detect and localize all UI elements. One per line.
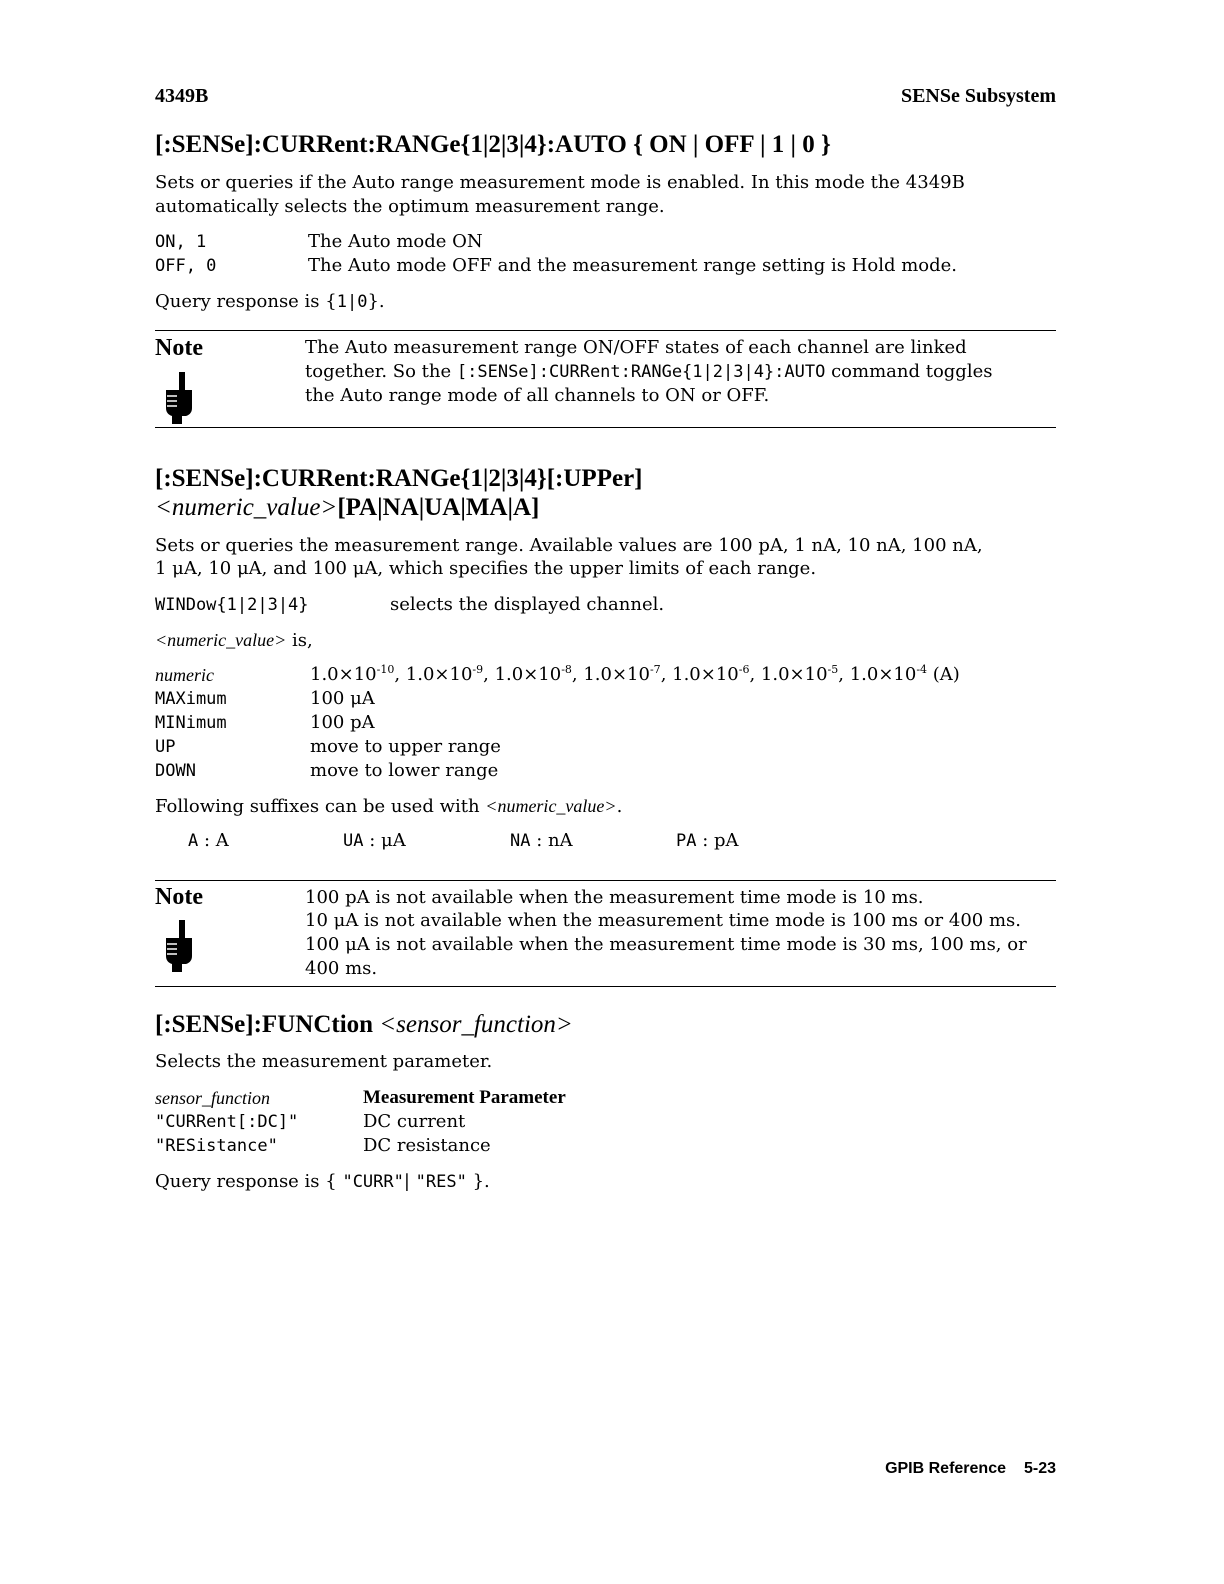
param-desc: move to upper range: [310, 736, 501, 757]
note-bottom-rule: [155, 986, 1056, 987]
section-range-title-2: <numeric_value>[PA|NA|UA|MA|A]: [155, 494, 540, 521]
note-top-rule: [155, 330, 1056, 331]
note-line: together. So the [:SENSe]:CURRent:RANGe{1|2|3|4}:AUTO command toggles: [305, 361, 993, 382]
note-line: the Auto range mode of all channels to ON or OFF.: [305, 385, 770, 406]
param-key: UP: [155, 737, 176, 757]
table-row-key: "RESistance": [155, 1136, 278, 1156]
param-desc: The Auto mode ON: [308, 231, 483, 252]
suffix-item: NA : nA: [510, 830, 573, 851]
section-auto-desc-1: Sets or queries if the Auto range measurement mode is enabled. In this mode the 4349B: [155, 172, 965, 193]
numeric-values: $1.0\times 10^{-10}$, $1.0\times 10^{-9}$, $1.0\times 10^{-8}$, $1.0\times 10^{-7}$, $1.0\times 10^{-6}$, $1.0\times 10^{-5}$, $1.0\times 10^{-4}$ (A): [310, 663, 960, 685]
note-bottom-rule: [155, 427, 1056, 428]
param-desc: The Auto mode OFF and the measurement range setting is Hold mode.: [308, 255, 958, 276]
param-key: WINDow{1|2|3|4}: [155, 595, 309, 615]
note-label: Note: [155, 335, 203, 361]
query-response: Query response is {1|0}.: [155, 291, 385, 312]
note-line: The Auto measurement range ON/OFF states of each channel are linked: [305, 337, 967, 358]
suffix-item: A : A: [188, 830, 229, 851]
param-desc: 100 pA: [310, 712, 375, 733]
param-key: OFF, 0: [155, 256, 217, 276]
table-header: sensor_function: [155, 1088, 270, 1108]
note-label: Note: [155, 884, 203, 910]
table-row-desc: DC current: [363, 1111, 466, 1132]
numeric-value-intro: <numeric_value> is,: [155, 630, 313, 651]
note-line: 10 μA is not available when the measurement time mode is 100 ms or 400 ms.: [305, 910, 1021, 931]
table-row-key: "CURRent[:DC]": [155, 1112, 299, 1132]
section-range-desc-1: Sets or queries the measurement range. Available values are 100 pA, 1 nA, 10 nA, 100 nA,: [155, 535, 983, 556]
footer-section: GPIB Reference: [885, 1460, 1006, 1477]
suffix-intro: Following suffixes can be used with <numeric_value>.: [155, 796, 623, 817]
header-doc-id: 4349B: [155, 85, 209, 107]
suffix-item: PA : pA: [676, 830, 739, 851]
suffix-item: UA : μA: [343, 830, 406, 851]
note-top-rule: [155, 880, 1056, 881]
section-function-title: [:SENSe]:FUNCtion <sensor_function>: [155, 1011, 573, 1038]
note-line: 400 ms.: [305, 958, 378, 979]
param-key: numeric: [155, 665, 214, 685]
query-response: Query response is { "CURR"| "RES" }.: [155, 1171, 490, 1192]
note-line: 100 pA is not available when the measurement time mode is 10 ms.: [305, 887, 924, 908]
table-row-desc: DC resistance: [363, 1135, 491, 1156]
note-line: 100 μA is not available when the measurement time mode is 30 ms, 100 ms, or: [305, 934, 1027, 955]
pointing-hand-icon: [163, 920, 199, 972]
section-range-desc-2: 1 μA, 10 μA, and 100 μA, which specifies the upper limits of each range.: [155, 558, 817, 579]
section-range-title: [:SENSe]:CURRent:RANGe{1|2|3|4}[:UPPer]: [155, 465, 643, 492]
param-key: MINimum: [155, 713, 227, 733]
pointing-hand-icon: [163, 372, 199, 424]
section-function-desc: Selects the measurement parameter.: [155, 1051, 493, 1072]
param-desc: selects the displayed channel.: [390, 594, 665, 615]
param-desc: move to lower range: [310, 760, 499, 781]
section-auto-desc-2: automatically selects the optimum measurement range.: [155, 196, 665, 217]
section-auto-title: [:SENSe]:CURRent:RANGe{1|2|3|4}:AUTO { ON | OFF | 1 | 0 }: [155, 131, 831, 158]
page-number: 5-23: [1023, 1460, 1056, 1477]
param-key: ON, 1: [155, 232, 207, 252]
param-key: MAXimum: [155, 689, 227, 709]
table-header: Measurement Parameter: [363, 1087, 566, 1108]
param-key: DOWN: [155, 761, 196, 781]
param-desc: 100 μA: [310, 688, 375, 709]
header-section-title: SENSe Subsystem: [900, 85, 1056, 107]
